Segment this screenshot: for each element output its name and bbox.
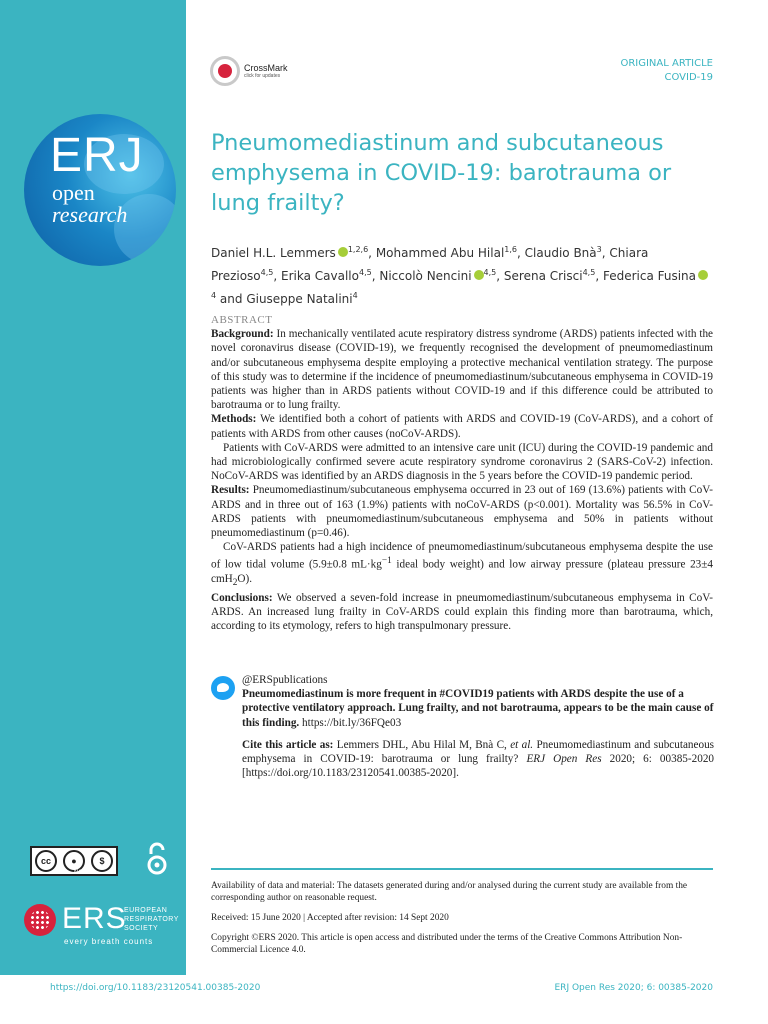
author-name: Daniel H.L. Lemmers xyxy=(211,246,336,260)
erj-open-research-logo xyxy=(24,114,176,266)
author-separator: , xyxy=(273,269,282,283)
author-name: Federica Fusina xyxy=(602,269,697,283)
data-availability: Availability of data and material: The datasets generated during and/or analysed during the current study are available from the corresponding author on reasonable request. xyxy=(211,881,688,903)
tweet-body: Pneumomediastinum is more frequent in #COVID19 patients with ARDS despite the use of a protective ventilatory approach. Lung frailty, and not barotrauma, appears to be the main cause of this finding. xyxy=(242,688,714,729)
author-separator: , xyxy=(496,269,504,283)
license-badge-labels xyxy=(56,870,83,876)
author-affiliation: 4,5 xyxy=(260,268,274,277)
logo-research-text: research xyxy=(52,202,128,227)
orcid-icon[interactable] xyxy=(474,270,484,280)
author-affiliation: 1,2,6 xyxy=(347,245,369,254)
author xyxy=(376,246,525,260)
author xyxy=(281,269,379,283)
author-name: Erika Cavallo xyxy=(281,269,359,283)
license-nc-label: NC xyxy=(74,870,83,876)
ers-society-line: RESPIRATORY xyxy=(124,916,179,923)
crossmark-icon xyxy=(210,56,240,86)
noncommercial-icon: $ xyxy=(91,850,113,872)
author xyxy=(525,246,610,260)
ers-tagline: every breath counts xyxy=(64,937,154,946)
results2-text-a: CoV-ARDS patients had a high incidence of pneumomediastinum/subcutaneous emphysema despite the use of low tidal volume (5.9±0.8 mL·kg xyxy=(211,541,713,572)
cite-text: Pneumomediastinum and subcutaneous emphysema in COVID-19: barotrauma or lung frailty? xyxy=(242,739,715,766)
journal-sidebar xyxy=(0,0,186,975)
author-list xyxy=(211,240,711,309)
author xyxy=(504,269,603,283)
results-text: Pneumomediastinum/subcutaneous emphysema occurred in 23 out of 169 (13.6%) patients with CoV-ARDS and in three out of 163 (1.9%) patients with noCoV-ARDS (p<0.001). Mortality was 56.5% in CoV-ARDS patients with pneumomediastinum/subcutaneous emphysema and 50% in patients without pneumomediastinum (p=0.46). xyxy=(211,484,713,540)
author-separator: , xyxy=(601,246,610,260)
tweet-text xyxy=(242,687,714,730)
abstract-background xyxy=(211,327,713,412)
logo-open-text: open xyxy=(52,180,95,205)
crossmark-sub: click for updates xyxy=(244,73,281,79)
author-affiliation: 4,5 xyxy=(582,268,596,277)
background-text: In mechanically ventilated acute respiratory distress syndrome (ARDS) patients infected with the novel coronavirus disease (COVID-19), we frequently recognised the development of pneumomediastinum and/or subcutaneous emphysema despite employing a protective mechanical ventilation strategy. The purpose of this study was to determine if the incidence of pneumomediastinum/subcutaneous emphysema in COVID-19 patients was higher than in ARDS patients without COVID-19 and if this difference could be attributed to barotrauma or to lung frailty. xyxy=(211,328,714,412)
article-type xyxy=(620,57,713,85)
author-name: Mohammed Abu Hilal xyxy=(375,246,505,260)
author-name: Serena Crisci xyxy=(503,269,583,283)
cite-authors: Lemmers DHL, Abu Hilal M, Bnà C, xyxy=(336,739,507,751)
received-dates: Received: 15 June 2020 | Accepted after revision: 14 Sept 2020 xyxy=(211,913,449,923)
results2-subscript: 2 xyxy=(232,578,238,589)
orcid-icon[interactable] xyxy=(338,247,348,257)
abstract-results-continued xyxy=(211,540,713,591)
cite-journal: ERJ Open Res xyxy=(526,753,602,766)
author-separator: , xyxy=(368,246,376,260)
footnotes xyxy=(211,880,713,964)
abstract-results xyxy=(211,483,713,540)
ers-society-name xyxy=(124,906,179,933)
author xyxy=(246,292,357,306)
author-separator: , xyxy=(517,246,525,260)
footer-citation: ERJ Open Res 2020; 6: 00385-2020 xyxy=(554,983,713,993)
author-separator: , xyxy=(371,269,380,283)
abstract-heading: ABSTRACT xyxy=(211,314,273,326)
creative-commons-icon: cc xyxy=(35,850,57,872)
twitter-icon[interactable] xyxy=(211,676,235,700)
footnote-divider xyxy=(211,868,713,870)
author-affiliation: 4,5 xyxy=(358,268,372,277)
author-separator: and xyxy=(216,292,247,306)
author-affiliation: 4 xyxy=(211,291,217,300)
ers-society-line: SOCIETY xyxy=(124,925,159,932)
author-affiliation: 4 xyxy=(352,291,358,300)
footer-doi-link[interactable]: https://doi.org/10.1183/23120541.00385-2020 xyxy=(50,983,261,993)
author-affiliation: 1,6 xyxy=(504,245,518,254)
methods-text: We identified both a cohort of patients with ARDS and COVID-19 (CoV-ARDS), and a cohort of patients with ARDS from other causes (noCoV-ARDS). xyxy=(211,413,713,440)
cite-etal: et al. xyxy=(510,739,534,751)
results2-text-b: ideal body weight) and low airway pressure (plateau pressure 23±4 cmH xyxy=(211,559,714,586)
tweet-link[interactable]: https://bit.ly/36FQe03 xyxy=(302,716,402,729)
author-name: Chiara Prezioso xyxy=(211,246,649,283)
logo-erj-text: ERJ xyxy=(50,129,144,182)
ers-lung-icon xyxy=(24,904,56,936)
tweet-box xyxy=(242,673,714,730)
author-name: Niccolò Nencini xyxy=(379,269,472,283)
attribution-icon: ● xyxy=(63,850,85,872)
author-affiliation: 3 xyxy=(596,245,602,254)
article-title: Pneumomediastinum and subcutaneous emphysema in COVID-19: barotrauma or lung frailty? xyxy=(211,130,672,216)
author-name: Claudio Bnà xyxy=(524,246,597,260)
open-access-icon xyxy=(146,842,168,876)
ers-society-line: EUROPEAN xyxy=(124,907,168,914)
abstract-conclusions xyxy=(211,591,713,634)
results2-text-c: O). xyxy=(237,573,253,586)
cite-ref[interactable]: 2020; 6: 00385-2020 [https://doi.org/10.1183/23120541.00385-2020]. xyxy=(242,753,715,780)
author-separator: , xyxy=(595,269,603,283)
author xyxy=(379,269,504,283)
crossmark-label: CrossMark xyxy=(244,63,288,73)
copyright-notice: Copyright ©ERS 2020. This article is open access and distributed under the terms of the Creative Commons Attribution Non-Commercial Licence 4.0. xyxy=(211,933,683,955)
abstract-methods-continued: Patients with CoV-ARDS were admitted to an intensive care unit (ICU) during the COVID-19 pandemic and had microbiologically confirmed severe acute respiratory syndrome coronavirus 2 (SARS-CoV-2) infection. NoCoV-ARDS was identified by an ARDS diagnosis in the 5 years before the COVID-19 pandemic period. xyxy=(211,441,713,483)
crossmark-text xyxy=(244,63,288,79)
results2-superscript: −1 xyxy=(381,556,392,567)
article-type-line1: ORIGINAL ARTICLE xyxy=(620,58,713,69)
crossmark-button[interactable] xyxy=(210,56,288,86)
results-label: Results: xyxy=(211,484,250,497)
article-type-line2: COVID-19 xyxy=(664,72,713,83)
abstract-methods xyxy=(211,412,713,440)
conclusions-label: Conclusions: xyxy=(211,591,273,604)
author-affiliation: 4,5 xyxy=(483,268,497,277)
cite-label: Cite this article as: xyxy=(242,739,334,751)
author xyxy=(211,246,376,260)
license-by-label: BY xyxy=(56,870,65,876)
methods-label: Methods: xyxy=(211,413,257,426)
ers-logo-text: ERS xyxy=(62,902,127,935)
citation-box xyxy=(242,738,714,781)
orcid-icon[interactable] xyxy=(698,270,708,280)
abstract xyxy=(211,313,713,633)
tweet-handle[interactable]: @ERSpublications xyxy=(242,674,328,686)
background-label: Background: xyxy=(211,328,274,341)
author-name: Giuseppe Natalini xyxy=(246,292,353,306)
conclusions-text: We observed a seven-fold increase in pneumomediastinum/subcutaneous emphysema in CoV-ARDS. An increased lung frailty in CoV-ARDS could explain this finding more than barotrauma, which, according to its etymology, refers to high transpulmonary pressure. xyxy=(211,591,713,633)
